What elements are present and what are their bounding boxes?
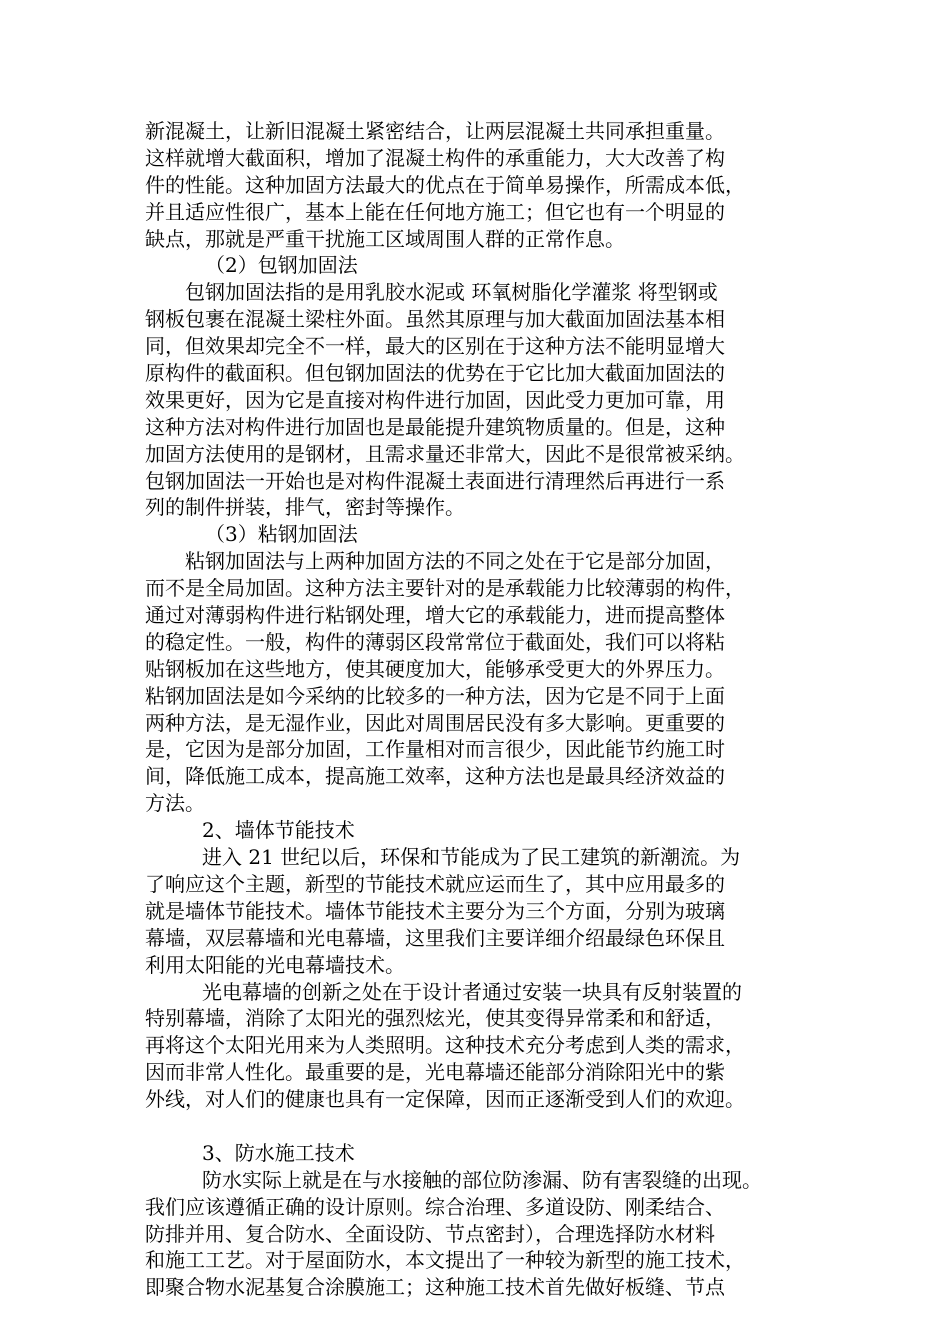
text-line: 包钢加固法指的是用乳胶水泥或 环氧树脂化学灌浆 将型钢或 — [185, 280, 718, 305]
text-line: 和施工工艺。对于屋面防水，本文提出了一种较为新型的施工技术， — [145, 1248, 745, 1273]
text-line: 防排并用、复合防水、全面设防、节点密封），合理选择防水材料 — [145, 1221, 715, 1246]
section-heading-wall-energy: 2、墙体节能技术 — [202, 818, 355, 843]
text-line: 而不是全局加固。这种方法主要针对的是承载能力比较薄弱的构件， — [145, 576, 745, 601]
paragraph-5 — [145, 979, 815, 1113]
text-line: 再将这个太阳光用来为人类照明。这种技术充分考虑到人类的需求， — [145, 1033, 745, 1058]
subheading-niangang: （3）粘钢加固法 — [205, 522, 358, 547]
text-line: 列的制件拼装，排气，密封等操作。 — [145, 495, 465, 520]
text-line: 利用太阳能的光电幕墙技术。 — [145, 952, 405, 977]
paragraph-3 — [145, 548, 815, 817]
paragraph-4 — [145, 844, 815, 978]
text-line: 粘钢加固法与上两种加固方法的不同之处在于它是部分加固， — [185, 549, 725, 574]
text-line: 件的性能。这种加固方法最大的优点在于简单易操作，所需成本低， — [145, 172, 745, 197]
section-heading-waterproof: 3、防水施工技术 — [202, 1140, 355, 1165]
text-line: 包钢加固法一开始也是对构件混凝土表面进行清理然后再进行一系 — [145, 468, 725, 493]
text-line: 我们应该遵循正确的设计原则。综合治理、多道设防、刚柔结合、 — [145, 1194, 725, 1219]
text-line: 的稳定性。一般，构件的薄弱区段常常位于截面处，我们可以将粘 — [145, 629, 725, 654]
text-line: 缺点，那就是严重干扰施工区域周围人群的正常作息。 — [145, 226, 625, 251]
text-line: 进入 21 世纪以后，环保和节能成为了民工建筑的新潮流。为 — [202, 845, 741, 870]
text-line: 两种方法，是无湿作业，因此对周围居民没有多大影响。更重要的 — [145, 710, 725, 735]
text-line: 间，降低施工成本，提高施工效率，这种方法也是最具经济效益的 — [145, 764, 725, 789]
text-line: 即聚合物水泥基复合涂膜施工；这种施工技术首先做好板缝、节点 — [145, 1275, 725, 1300]
text-line: 就是墙体节能技术。墙体节能技术主要分为三个方面，分别为玻璃 — [145, 898, 725, 923]
text-line: 贴钢板加在这些地方，使其硬度加大，能够承受更大的外界压力。 — [145, 656, 725, 681]
paragraph-2 — [145, 279, 815, 521]
text-line: 效果更好，因为它是直接对构件进行加固，因此受力更加可靠，用 — [145, 387, 725, 412]
text-line: 原构件的截面积。但包钢加固法的优势在于它比加大截面加固法的 — [145, 361, 725, 386]
text-line: 防水实际上就是在与水接触的部位防渗漏、防有害裂缝的出现。 — [202, 1167, 762, 1192]
text-line: 粘钢加固法是如今采纳的比较多的一种方法，因为它是不同于上面 — [145, 683, 725, 708]
text-line: 方法。 — [145, 791, 205, 816]
text-line: 加固方法使用的是钢材，且需求量还非常大，因此不是很常被采纳。 — [145, 441, 745, 466]
text-line: 幕墙，双层幕墙和光电幕墙，这里我们主要详细介绍最绿色环保且 — [145, 925, 725, 950]
text-line: 这样就增大截面积，增加了混凝土构件的承重能力，大大改善了构 — [145, 145, 725, 170]
blank-line — [145, 1113, 815, 1140]
text-line: 是，它因为是部分加固，工作量相对而言很少，因此能节约施工时 — [145, 737, 725, 762]
subheading-baogang: （2）包钢加固法 — [205, 253, 358, 278]
text-line: 了响应这个主题，新型的节能技术就应运而生了，其中应用最多的 — [145, 871, 725, 896]
text-line: 外线，对人们的健康也具有一定保障，因而正逐渐受到人们的欢迎。 — [145, 1087, 745, 1112]
text-line: 新混凝土，让新旧混凝土紧密结合，让两层混凝土共同承担重量。 — [145, 119, 725, 143]
text-line: 光电幕墙的创新之处在于设计者通过安装一块具有反射装置的 — [202, 979, 742, 1004]
text-line: 通过对薄弱构件进行粘钢处理，增大它的承载能力，进而提高整体 — [145, 603, 725, 628]
text-line: 并且适应性很广，基本上能在任何地方施工；但它也有一个明显的 — [145, 199, 725, 224]
paragraph-1 — [145, 118, 815, 252]
text-line: 特别幕墙，消除了太阳光的强烈炫光，使其变得异常柔和和舒适， — [145, 1006, 725, 1031]
document-page — [145, 118, 815, 1301]
text-line: 这种方法对构件进行加固也是最能提升建筑物质量的。但是，这种 — [145, 414, 725, 439]
paragraph-6 — [145, 1167, 815, 1301]
text-line: 因而非常人性化。最重要的是，光电幕墙还能部分消除阳光中的紫 — [145, 1060, 725, 1085]
text-line: 同，但效果却完全不一样，最大的区别在于这种方法不能明显增大 — [145, 334, 725, 359]
text-line: 钢板包裹在混凝土梁柱外面。虽然其原理与加大截面加固法基本相 — [145, 307, 725, 332]
